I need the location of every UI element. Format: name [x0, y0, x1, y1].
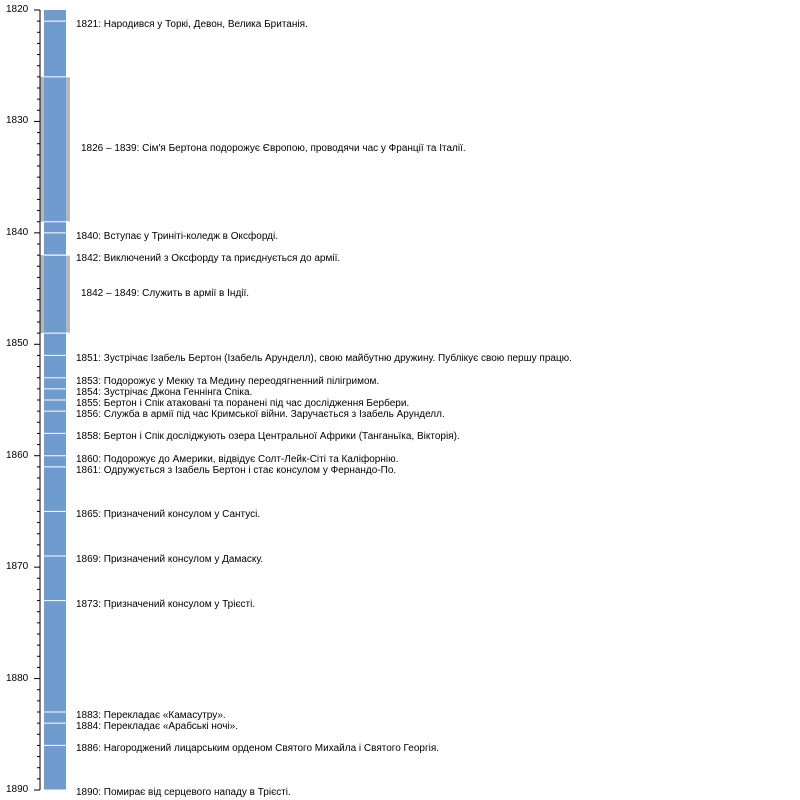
event-label: 1821: Народився у Торкі, Девон, Велика Британія.: [76, 19, 308, 31]
axis-tick-label: 1870: [6, 561, 29, 573]
event-label: 1860: Подорожує до Америки, відвідує Солт-Лейк-Сіті та Каліфорнію.: [76, 453, 399, 465]
event-label: 1855: Бертон і Спік атаковані та поранені під час дослідження Бербери.: [76, 398, 410, 409]
event-label: 1865: Призначений консулом у Сантусі.: [76, 509, 261, 521]
event-label: 1873: Призначений консулом у Трієсті.: [76, 598, 256, 610]
axis-tick-label: 1860: [6, 449, 29, 461]
event-label: 1886: Нагороджений лицарським орденом Святого Михайла і Святого Георгія.: [76, 743, 440, 755]
event-label: 1840: Вступає у Триніті-коледж в Оксфорді.: [76, 230, 278, 242]
event-label: 1884: Перекладає «Арабські ночі».: [76, 721, 239, 733]
event-label: 1869: Призначений консулом у Дамаску.: [76, 554, 264, 565]
event-label: 1856: Служба в армії під час Кримської війни. Заручається з Ізабель Арунделл.: [76, 409, 445, 421]
axis-tick-label: 1880: [6, 672, 29, 684]
axis-tick-label: 1820: [6, 4, 29, 15]
event-label: 1842: Виключений з Оксфорду та приєднується до армії.: [76, 253, 341, 265]
axis-tick-label: 1830: [6, 115, 29, 127]
period-label: 1826 – 1839: Сім'я Бертона подорожує Європою, проводячи час у Франції та Італії.: [81, 143, 466, 155]
event-label: 1851: Зустрічає Ізабель Бертон (Ізабель Арунделл), свою майбутню дружину. Публікує свою першу працю.: [76, 353, 572, 365]
axis-tick-label: 1840: [6, 226, 29, 238]
axis-tick-label: 1890: [6, 784, 29, 795]
event-label: 1883: Перекладає «Камасутру».: [76, 710, 226, 721]
event-label: 1858: Бертон і Спік досліджують озера Центральної Африки (Танганьїка, Вікторія).: [76, 431, 460, 443]
event-label: 1853: Подорожує у Мекку та Медину переодягненний пілігримом.: [76, 375, 380, 387]
event-label: 1854: Зустрічає Джона Геннінга Спіка.: [76, 386, 253, 398]
axis-tick-label: 1850: [6, 338, 29, 350]
period-label: 1842 – 1849: Служить в армії в Індії.: [81, 288, 250, 300]
event-label: 1861: Одружується з Ізабель Бертон і стає консулом у Фернандо-По.: [76, 464, 397, 476]
event-label: 1890: Помирає від серцевого нападу в Трієсті.: [76, 787, 291, 798]
